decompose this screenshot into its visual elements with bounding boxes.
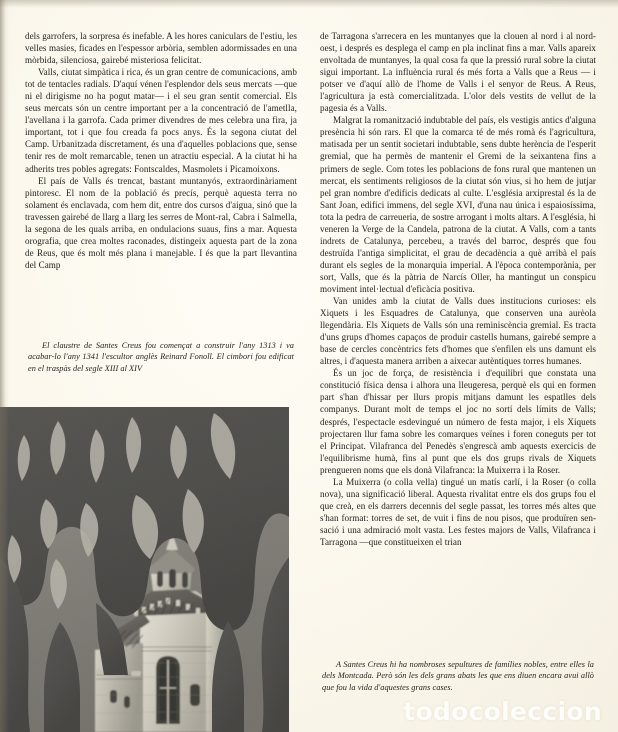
paragraph: de Tarragona s'arrecera en les muntanyes que la clouen al nord i al nord-oest, i després es desplega el camp en pla inclinat fins a mar. Valls apareix envoltada de muntanyes, la qual cosa fa que la pressió rural sobre la ciutat sigui important. La influència rural és més forta a Valls que a Reus — i potser ve d'aquí allò de l'home de Valls i el senyor de Reus. A Reus, l'agricultura ja està comercialitzada. L'olor dels vestits de vellut de la pagesia és a Valls. — [320, 31, 596, 114]
todocoleccion-watermark: todocoleccion — [403, 697, 602, 726]
caption-text: El claustre de Santes Creus fou començat a construir l'any 1313 i va acabar-lo l'any 1341 l'escultor anglès Reinard Fonoll. El cimbori fou edificat en el traspàs del segle XIII al XIV — [28, 341, 294, 373]
paragraph: Valls, ciutat simpàtica i rica, és un gran centre de comunicacions, amb tot de tentacles radials. D'aquí vénen l'esplendor dels seus mercats —que ni el dirigisme no ha pogut matar— i el seu gran sentit comercial. Els seus mercats són un centre important per a la concentració de l'ametlla, l'avellana i la garrofa. Cada primer divendres de mes celebra una fira, ja important, tot i que fou creada fa pocs anys. És la segona ciutat del Camp. Urbanitzada discretament, és una d'aquelles poblacions que, sense tenir res de molt remarcable, tenen un atractiu especial. A la ciutat hi ha adherits tres pobles agregats: Fontscaldes, Masmolets i Picamoixons. — [25, 67, 297, 174]
photograph-artwork — [0, 407, 289, 732]
paragraph: És un joc de força, de resistència i d'equilibri que constata una constitució física densa i alhora una lleugeresa, perquè els qui en formen part s'han d'hissar per llurs propis mitjans damunt les espatlles dels companys. Durant molt de temps el joc no sortí dels límits de Valls; després, l'espectacle esdevingué un número de festa major, i els Xiquets projectaren llur fama sobre les comarques veïnes i foren coneguts per tot el Principat. Vilafranca del Penedès s'engrescà amb aquests exercicis de l'equilibrisme humà, fins al punt que els dos grups rivals de Xiquets prengueren noms que els donà Vilafranca: la Muixerra i la Roser. — [320, 368, 596, 475]
caption-text: A Santes Creus hi ha nombroses sepultures de famílies nobles, entre elles la dels Montcada. Però són les dels grans abats les que ens diuen encara avui allò que fou la vida d'aquestes grans cases. — [322, 660, 594, 692]
scan-edge-shadow-top — [0, 0, 618, 8]
text-column-right — [320, 30, 596, 548]
text-column-left — [25, 30, 297, 271]
photo-caption-santes-creus — [322, 659, 594, 693]
paragraph: dels garrofers, la sorpresa és inefable. A les hores caniculars de l'estiu, les velles masies, ficades en l'espessor arbòria, semblen adormissades en una mòrbida, silenciosa, gairebé misteriosa felicitat. — [25, 31, 297, 66]
paragraph: Malgrat la romanització indubtable del país, els vestigis antics d'alguna presència hi són rars. El que la comarca té de més romà és l'agricultura, matisada per un sentit societari indubtable, sens dubte herència de l'esperit gremial, que ha permès de mantenir el Gremi de la seixantena fins a primers de segle. Com totes les poblacions de fons rural que mantenen un mercat, els sentiments religiosos de la ciutat són vius, si ho hem de jutjar pel gran nombre d'edificis dedicats al culte. L'església arxiprestal és la de Sant Joan, edifici immens, del segle XVI, d'una nau única i espaiosíssima, tota la pedra de carreueria, de sostre arrogant i molts altars. A l'església, hi veneren la Verge de la Candela, patrona de la ciutat. A Valls, com a tants indrets de Catalunya, percebeu, a través del barroc, després que fou destruïda l'antiga simplicitat, el grau de decadència a què arribà el país durant els segles de la monarquia imperial. A l'època contemporània, per sort, Valls, que és la pàtria de Narcís Oller, ha mantingut un conspicu moviment intel·lectual d'eficàcia positiva. — [320, 115, 596, 294]
photo-caption-cloister — [28, 340, 294, 374]
paragraph: La Muixerra (o colla vella) tingué un matís carlí, i la Roser (o colla nova), una significació liberal. Aquesta rivalitat entre els dos grups fou el que creà, en els darrers decennis del segle passat, les torres més altes que s'han format: torres de set, de vuit i fins de nou pisos, que produïren sensació i una admiració molt vasta. Les festes majors de Valls, Vilafranca i Tarragona —que constitueixen el trian — [320, 476, 596, 547]
paragraph: Van unides amb la ciutat de Valls dues institucions curioses: els Xiquets i les Esquadres de Catalunya, que conserven una aurèola llegendària. Els Xiquets de Valls són una reminiscència gremial. Es tracta d'uns grups d'homes capaços de produir castells humans, gairebé sempre a base de cercles concèntrics fets d'homes que s'enfilen els uns damunt els altres, i d'aquesta manera arriben a aixecar autèntiques torres humanes. — [320, 296, 596, 367]
photograph-cimbori-santes-creus — [0, 407, 289, 732]
paragraph: El país de Valls és trencat, bastant muntanyós, extraordinàriament pintoresc. El nom de la població és precís, perquè aquesta terra no solament és enclavada, com hem dit, entre dos cursos d'aigua, sinó que la travessen gairebé de llarg a llarg les serres de Mont-ral, Cabra i Salmella, la segona de les quals arriba, en ondulacions suaus, fins a mar. Aquesta orografia, que crea moltes raconades, distingeix aquesta part de la zona de Reus, que és molt més plana i manejable. I és que la part llevantina del Camp — [25, 175, 297, 270]
